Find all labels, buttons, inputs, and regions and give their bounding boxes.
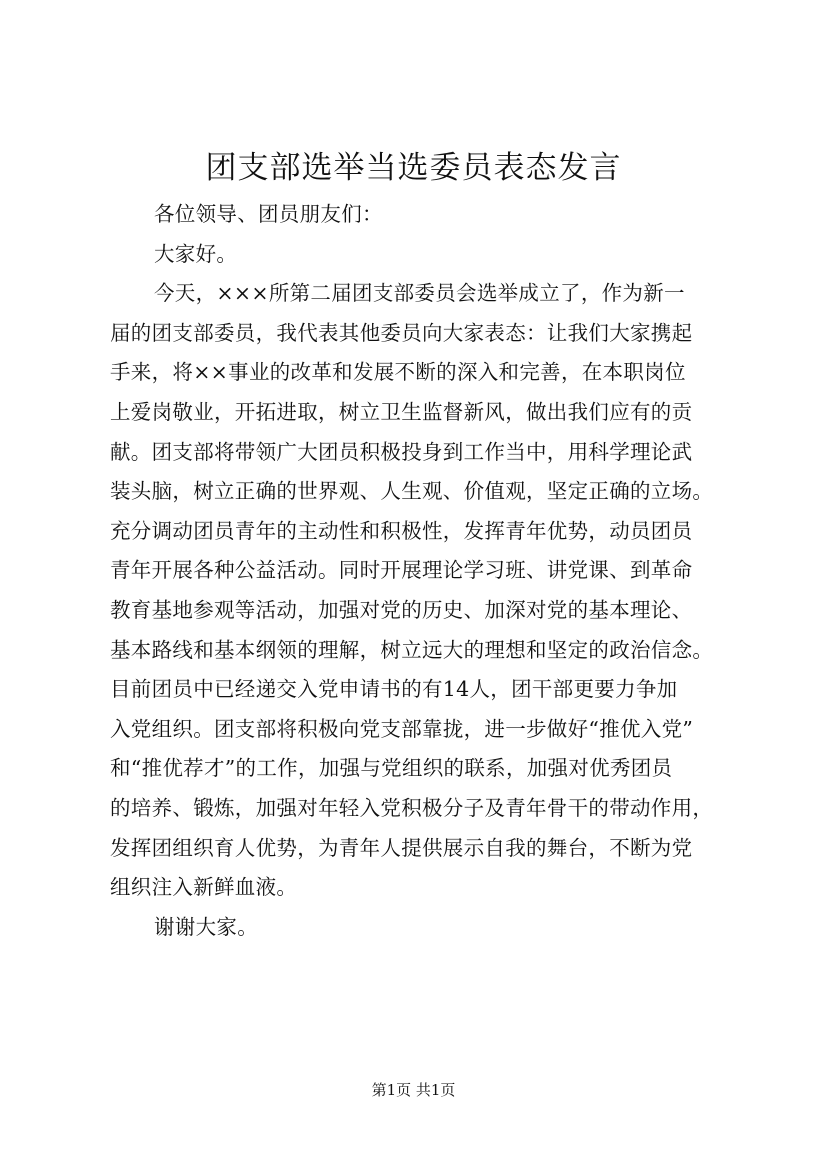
- document-body: [110, 195, 740, 947]
- paragraph-line: 上爱岗敬业，开拓进取，树立卫生监督新风，做出我们应有的贡: [110, 399, 693, 424]
- paragraph-line: 基本路线和基本纲领的理解，树立远大的理想和坚定的政治信念。: [110, 637, 714, 662]
- document-title: 团支部选举当选委员表态发言: [205, 150, 622, 186]
- paragraph-line: 发挥团组织育人优势，为青年人提供展示自我的舞台，不断为党: [110, 835, 693, 860]
- page-footer: 第1页 共1页: [371, 1081, 456, 1099]
- paragraph-line: 和“推优荐才”的工作，加强与党组织的联系，加强对优秀团员: [110, 756, 673, 781]
- paragraph-line: 组织注入新鲜血液。: [110, 875, 298, 900]
- paragraph-line: 届的团支部委员，我代表其他委员向大家表态：让我们大家携起: [110, 320, 693, 345]
- paragraph-line: 装头脑，树立正确的世界观、人生观、价值观，坚定正确的立场。: [110, 479, 714, 504]
- paragraph-line: 充分调动团员青年的主动性和积极性，发挥青年优势，动员团员: [110, 518, 693, 543]
- paragraph-line: 青年开展各种公益活动。同时开展理论学习班、讲党课、到革命: [110, 558, 693, 583]
- paragraph-line: 今天，×××所第二届团支部委员会选举成立了，作为新一: [154, 281, 685, 306]
- paragraph-line: 的培养、锻炼，加强对年轻入党积极分子及青年骨干的带动作用，: [110, 795, 714, 820]
- salutation: 各位领导、团员朋友们：: [154, 202, 383, 226]
- greeting: 大家好。: [154, 241, 238, 266]
- paragraph-line: 献。团支部将带领广大团员积极投身到工作当中，用科学理论武: [110, 439, 693, 464]
- paragraph-line: 入党组织。团支部将积极向党支部靠拢，进一步做好“推优入党”: [110, 716, 694, 741]
- paragraph-line: 手来，将××事业的改革和发展不断的深入和完善，在本职岗位: [110, 360, 686, 385]
- closing: 谢谢大家。: [154, 914, 258, 939]
- paragraph-line: 教育基地参观等活动，加强对党的历史、加深对党的基本理论、: [110, 597, 693, 622]
- paragraph-line: 目前团员中已经递交入党申请书的有14人，团干部更要力争加: [110, 677, 678, 702]
